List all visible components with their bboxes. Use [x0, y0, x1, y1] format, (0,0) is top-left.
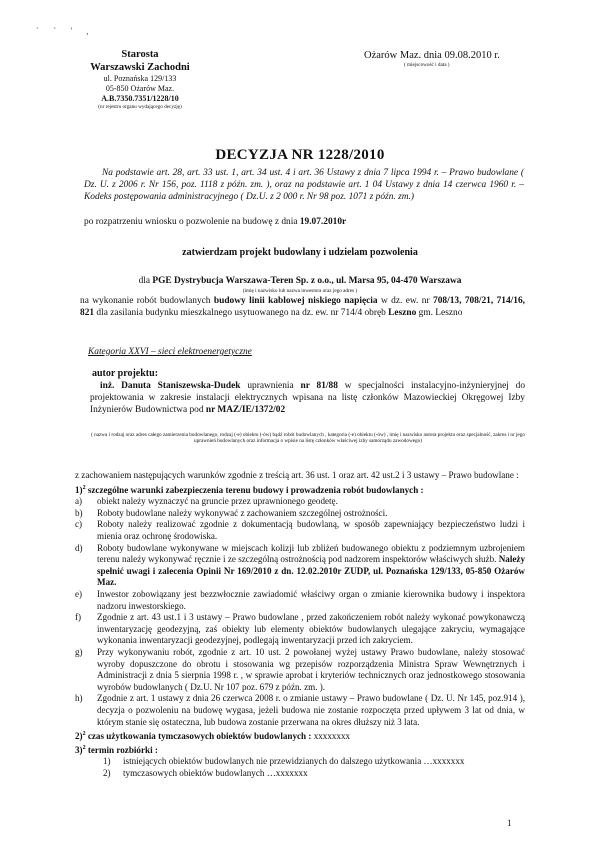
issuer-register-number: A.B.7350.7351/1228/10: [101, 94, 179, 103]
author-chamber-number: nr MAZ/IE/1372/02: [205, 404, 286, 415]
scope-subject: budowy linii kablowej niskiego napięcia: [213, 296, 378, 306]
list-item-text: [97, 589, 525, 612]
author-text-1: uprawnienia: [247, 381, 294, 391]
category-text: Kategoria XXVI – sieci elektroenergetyczne: [88, 347, 252, 357]
list-item-label: b): [75, 507, 83, 518]
scope-plots: 708/13, 708/21, 714/16, 821: [80, 296, 525, 318]
section-1-title: szczególne warunki zabezpieczenia terenu budowy i prowadzenia robót budowlanych :: [87, 484, 424, 495]
list-item: [75, 647, 525, 693]
list-item-text: [97, 508, 525, 520]
section-2-value: xxxxxxxx: [313, 731, 351, 742]
section-1-list: [75, 496, 525, 728]
list-item-label: a): [75, 496, 83, 507]
scope-commune: gm. Leszno: [418, 307, 463, 318]
list-item-label: f): [75, 612, 82, 623]
list-item-text: [97, 543, 525, 589]
issuer-city: 05-850 Ożarów Maz.: [105, 84, 175, 93]
list-item: [75, 543, 525, 589]
author-text-2: w specjalności instalacyjno-inżynieryjnej do projektowania w zakresie instalacji elektrycznych wpisana na listę członków Mazowieckiej Okręgowej Izby Inżynierów Budownictwa pod: [90, 381, 526, 415]
list-item: [75, 756, 525, 768]
list-item-text: [123, 756, 525, 768]
legal-basis: Na podstawie art. 28, art. 33 ust. 1, art. 34 ust. 4 i art. 36 Ustawy z dnia 7 lipca 1994 r. – Prawo budowlane ( Dz. U. z 2006 r. Nr 156, poz. 1118 z późn. zm. ), oraz na podstawie art. 1 04 Ustawy z dnia 14 czerwca 1960 r. – Kodeks postępowania administracyjnego ( Dz.U. z 2 000 r. Nr 98 poz. 1071 z późn. zm.): [84, 168, 524, 202]
section-2-number: 2): [75, 731, 83, 742]
decision-title: DECYZJA NR 1228/2010: [215, 147, 385, 163]
list-item-body: obiekt należy wyznaczyć na gruncie przez uprawnionego geodetę.: [97, 496, 338, 507]
author-heading: autor projektu:: [92, 368, 159, 379]
section-1-footnote-ref: 2: [82, 484, 86, 491]
conditions-block: [75, 470, 525, 780]
list-item: [75, 589, 525, 612]
list-item: [75, 693, 525, 728]
consideration-line: [84, 217, 524, 229]
section-3-title: termin rozbiórki :: [87, 744, 158, 755]
list-item-text: [97, 612, 525, 647]
application-date: 19.07.2010r: [299, 217, 347, 227]
list-item-label: d): [75, 542, 83, 553]
investor-prefix: dla: [138, 276, 151, 286]
issuer-register-note: (nr rejestru organu wydającego decyzję): [98, 104, 182, 110]
section-3-number: 3): [75, 744, 83, 755]
list-item-body: Inwestor zobowiązany jest bezzwłocznie zawiadomić właściwy organ o zmianie kierownika budowy i inspektora nadzoru inwestorskiego.: [97, 588, 525, 611]
list-item-body: Przy wykonywaniu robót, zgodnie z art. 10 ust. 2 powołanej wyżej ustawy Prawo budowlane, należy stosować wyroby dopuszczone do obrotu i stosowania wg przepisów rozporządzenia Ministra Spraw Wewnętrznych i Administracji z dnia 5 sierpnia 1998 r. , w sprawie aprobat i kryteriów technicznych oraz jednostkowego stosowania wyrobów budowlanych ( Dz.U. Nr 107 poz. 679 z późn. zm. ).: [97, 646, 525, 692]
list-item-body: Roboty budowlane wykonywane w miejscach kolizji lub zbliżeń budowanego obiektu z podziemnym uzbrojeniem terenu należy wykonywać ręcznie i ze szczególną ostrożnością pod nadzorem inspektorów właściwych służb.: [97, 542, 525, 565]
instructions-note: ( nazwa i rodzaj oraz adres całego zamierzenia budowlanego, rodzaj (-e) obiektu (-ów) bądź robót budowlanych , kategoria (-e) obiektu (-ów) , imię i nazwisko autora projektu oraz specjalność, zakres i nr jego uprawnień budowlanych oraz informacja o wpisie na listę członków właściwej izby samorządu zawodowego): [91, 432, 525, 445]
list-item-body: istniejących obiektów budowlanych nie przewidzianych do dalszego użytkowania …xxxxxxx: [123, 756, 465, 767]
issuer-office: Warszawski Zachodni: [90, 62, 190, 73]
list-item-text: [123, 768, 525, 780]
list-item-label: 2): [103, 767, 111, 778]
list-item-label: c): [75, 519, 83, 530]
section-2-footnote-ref: 2: [82, 731, 86, 738]
section-3-list: [75, 756, 525, 779]
place-date-block: [364, 49, 564, 68]
issuer-block: [60, 48, 220, 110]
author-paragraph: [90, 381, 525, 416]
section-2-text: czas użytkowania tymczasowych obiektów budowlanych :: [87, 731, 312, 742]
list-item-body: Zgodnie z art. 1 ustawy z dnia 26 czerwca 2008 r. o zmianie ustawy – Prawo budowlane ( Dz. U. Nr 145, poz.914 ), decyzja o pozwoleniu na budowę wygasa, jeżeli budowa nie zostanie rozpoczęta przed upływem 3 lat od dnia, w którym stanie się ostateczna, lub budowa zostanie przerwana na okres dłuższy niż 3 lata.: [97, 693, 525, 727]
issuer-street: ul. Poznańska 129/133: [103, 74, 177, 83]
section-2-line: [75, 729, 525, 743]
list-item-body: Roboty należy realizować zgodnie z dokumentacją budowlaną, w sposób zapewniający bezpieczeństwo ludzi i mienia oraz ochronę środowiska.: [97, 519, 525, 541]
section-3-footnote-ref: 2: [82, 744, 86, 751]
list-item-label: g): [75, 646, 83, 657]
section-1-heading: [75, 483, 525, 497]
place-date: Ożarów Maz. dnia 09.08.2010 r.: [364, 50, 500, 61]
list-item-text: [97, 693, 525, 728]
scope-paragraph: [80, 296, 525, 320]
list-item: [75, 508, 525, 520]
list-item-text: [97, 519, 525, 542]
list-item-body: Zgodnie z art. 43 ust.1 i 3 ustawy – Prawo budowlane , przed zakończeniem robót należy wykonać powykonawczą inwentaryzację geodezyjną, zaś obiekty lub elementy obiektów budowlanych ulegające zakryciu, wymagające wykonania inwentaryzacji geodezyjnej, podlegają inwentaryzacji przed ich zakryciem.: [97, 612, 525, 646]
list-item: [75, 496, 525, 508]
scope-prefix: na wykonanie robót budowlanych: [80, 296, 211, 306]
category-line: [88, 347, 252, 358]
decision-heading: zatwierdzam projekt budowlany i udzielam pozwolenia: [182, 247, 418, 258]
author-name: inż. Danuta Staniszewska-Dudek: [100, 381, 241, 391]
section-3-heading: [75, 743, 525, 757]
list-item: [75, 612, 525, 647]
scope-suffix: dla zasilania budynku mieszkalnego usytuowanego na dz. ew. nr 714/4 obręb: [96, 307, 386, 318]
list-item: [75, 519, 525, 542]
list-item-label: 1): [103, 756, 111, 767]
scope-place: Leszno: [388, 307, 417, 318]
list-item-body: Roboty budowlane należy wykonywać z zachowaniem szczególnej ostrożności.: [97, 507, 388, 518]
list-item-text: [97, 647, 525, 693]
consideration-text: po rozpatrzeniu wniosku o pozwolenie na budowę z dnia: [84, 217, 298, 227]
scope-mid: w dz. ew. nr: [380, 296, 430, 306]
investor-line: [70, 276, 530, 288]
list-item-label: h): [75, 693, 83, 704]
investor-name: PGE Dystrybucja Warszawa-Teren Sp. z o.o., ul. Marsa 95, 04-470 Warszawa: [152, 276, 462, 286]
page-number: 1: [507, 818, 512, 828]
list-item-text: [97, 496, 525, 508]
list-item-body: tymczasowych obiektów budowlanych …xxxxxxx: [123, 767, 308, 778]
issuer-title: Starosta: [121, 49, 159, 60]
investor-note: (imię i nazwisko lub nazwa inwestora oraz jego adres ): [242, 288, 358, 294]
place-date-note: ( miejscowość i data ): [404, 62, 450, 68]
conditions-intro: z zachowaniem następujących warunków zgodnie z treścią art. 36 ust. 1 oraz art. 42 ust.2 i 3 ustawy – Prawo budowlane :: [75, 470, 519, 480]
list-item-label: e): [75, 588, 83, 599]
scan-marks: ` ` ' ,: [36, 26, 95, 36]
section-1-number: 1): [75, 484, 83, 495]
list-item-emphasis: Należy spełnić uwagi i zalecenia Opinii Nr 169/2010 z dn. 12.02.2010r ZUDP, ul. Poznańska 129/133, 05-850 Ożarów Maz.: [97, 554, 525, 588]
list-item: [75, 768, 525, 780]
author-license-number: nr 81/88: [300, 381, 338, 391]
